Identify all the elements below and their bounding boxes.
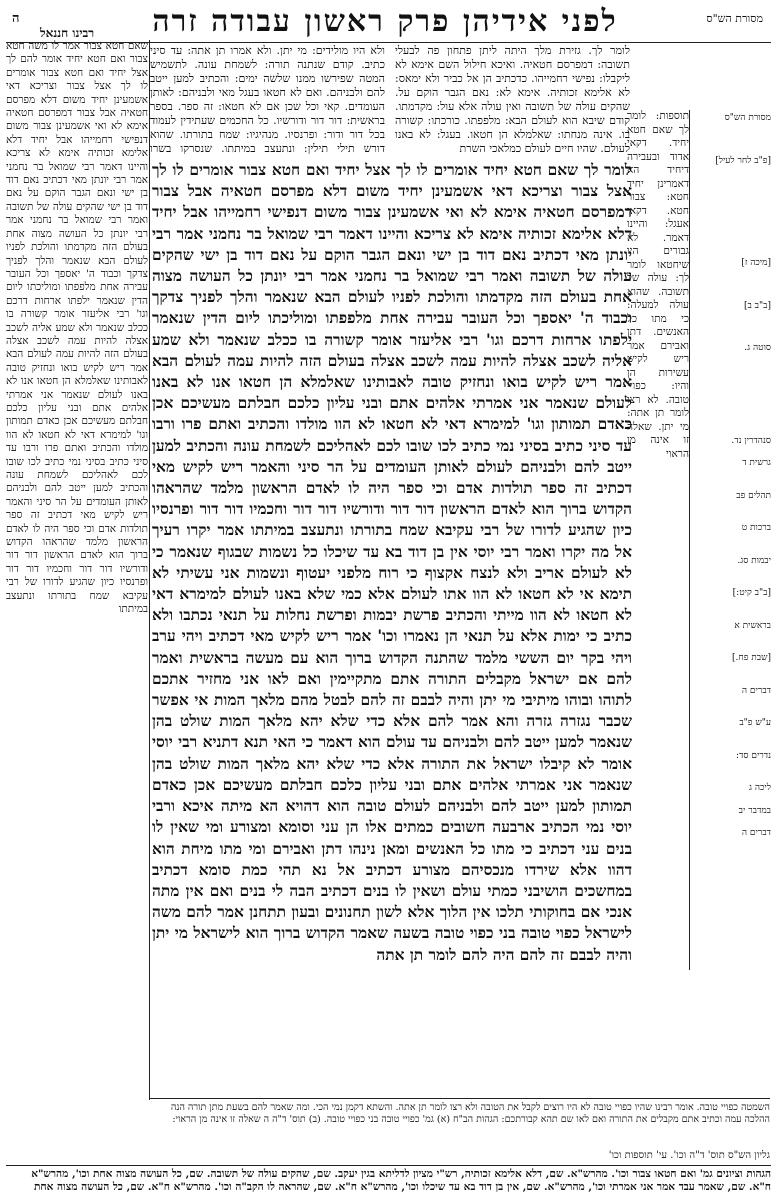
margin-ref: ע"ש פ"ב xyxy=(739,718,771,728)
margin-ref: במדבר יב xyxy=(738,805,771,816)
left-column-divider xyxy=(149,40,150,1100)
masoret-hashas-label: מסורת הש"ס xyxy=(706,12,763,25)
main-gemara-text: לומר לך שאם חטא יחיד אומרים לו לך אצל יחיד ואם חטא צבור אומרים לו לך אצל צבור וצריכא דאי אשמעינן יחיד משום דלא מפרסם חטאיה אבל צבור דמפרסם חטאיה אימא לא ואי אשמעינן צבור משום דנפישי רחמייהו אבל יחיד דלא אלימא זכותיה אימא לא צריכא והיינו דאמר רבי שמואל בר נחמני אמר רבי יונתן מאי דכתיב נאם דוד בן ישי ונאם הגבר הוקם על נאם דוד בן ישי שהקים עולה של תשובה ואמר רבי שמואל בר נחמני אמר רבי יונתן כל העושה מצוה אחת בעולם הזה מקדמתו והולכת לפניו לעולם הבא שנאמר והלך לפניך צדקך וכבוד ה' יאספך וכל העובר עבירה אחת מלפפתו ומוליכתו ליום הדין שנאמר ילפתו ארחות דרכם וגו' רבי אליעזר אומר קשורה בו ככלב שנאמר ולא שמע אליה לשכב אצלה להיות עמה לשכב אצלה בעולם הזה להיות עמה לעולם הבא אמר ריש לקיש בואו ונחזיק טובה לאבותינו שאלמלא הן חטאו אנו לא באנו לעולם שנאמר אני אמרתי אלהים אתם ובני עליון כלכם חבלתם מעשיכם אכן כאדם תמותון וגו' למימרא דאי לא חטאו לא הוו מולדו והכתיב ואתם פרו ורבו עד סיני כתיב בסיני נמי כתיב לכו שובו לכם לאהליכם לשמחת עונה והכתיב למען ייטב להם ולבניהם לעולם לאותן העומדים על הר סיני והאמר ריש לקיש מאי דכתיב זה ספר תולדות אדם וכי ספר היה לו לאדם הראשון מלמד שהראהו הקדוש ברוך הוא לאדם הראשון דור דור ודורשיו דור דור וחכמיו דור דור ופרנסיו כיון שהגיע לדורו של רבי עקיבא שמח בתורתו ונתעצב במיתתו אמר יקרו רעיך אל מה יקרו ואמר רבי יוסי אין בן דוד בא עד שיכלו כל נשמות שבגוף שנאמר כי לא לעולם אריב ולא לנצח אקצוף כי רוח מלפני יעטוף ונשמות אני עשיתי לא תימא אי לא חטאו לא הוו אתו לעולם אלא כמי שלא באנו לעולם למימרא דאי לא חטאו לא הוו מייתי והכתיב פרשת יבמות ופרשת נחלות על תנאי נכתבו ולא כתיב כי ימות אלא על תנאי הן נאמרו וכו' אמר ריש לקיש מאי דכתיב ויהי ערב ויהי בקר יום הששי מלמד שהתנה הקדוש ברוך הוא עם מעשה בראשית ואמר להם אם ישראל מקבלים התורה אתם מתקיימין ואם לאו אני מחזיר אתכם לתוהו ובוהו מיתיבי מי יתן והיה לבבם זה להם לבטל מהם מלאך המות אי אפשר שכבר נגזרה גזרה והא אמר להם אלא כדי שלא יהא מלאך המות שולט בהן שנאמר למען ייטב להם ולבניהם עד עולם הוא דאמר כי האי תנא דתניא רבי יוסי אומר לא קיבלו ישראל את התורה אלא כדי שלא יהא מלאך המות שולט בהן שנאמר אני אמרתי אלהים אתם ובני עליון כלכם חבלתם מעשיכם אכן כאדם תמותון למען ייטב להם ולבניהם לעולם טובה הוא דהויא הא מיתה איכא ורבי יוסי נמי הכתיב ארבעה חשובים כמתים אלו הן עני וסומא ומצורע ומי שאין לו בנים עני דכתיב כי מתו כל האנשים ומאן נינהו דתן ואבירם ומי מתו מיחת הוא דהוו אלא שירדו מנכסיהם מצורע דכתיב אל נא תהי כמת סומא דכתיב במחשכים הושיבני כמתי עולם ושאין לו בנים דכתיב הבה לי בנים ואם אין מתה אנכי אם בחוקותי תלכו אין הלוך אלא לשון תחנונים ובעון תתחנן אמר להם משה לישראל כפוי טובה בני כפוי טובה בשעה שאמר הקדוש ברוך הוא לישראל מי יתן והיה לבבם זה להם היה להם לומר תן אתה xyxy=(152,161,632,964)
left-commentary-heading: רבינו חננאל xyxy=(40,26,95,40)
margin-ref: ברכות ט xyxy=(741,523,771,533)
margin-ref: מסורת הש"ס xyxy=(724,113,771,123)
rashi-top-block xyxy=(150,44,630,156)
margin-ref: סוטה ג. xyxy=(744,343,771,353)
rashi-top-right: לומר לך. גזירת מלך היתה ליתן פתחון פה לבעלי תשובה: דמפרסם חטאיה. ואיכא חילול השם אימא לא ליקבלו: נפישי רחמייהו. כדכתיב הן אל כביר ולא ימאס: לא אלימא זכותיה. אימא לא: נאם הגבר הוקם על. שהקים עולה של תשובה ואין עולה אלא עול: מקדמתו. קודם שיבא הוא לעולם הבא: מלפפתו. כורכתו: קשורה בו. אינה מנחתו: שאלמלא הן חטאו. בעגל: לא באנו לעולם. שהיו חיים לעולם כמלאכי השרת xyxy=(395,44,630,155)
folio-number: ה xyxy=(12,11,20,26)
rashi-top-left: ולא היו מולידים: מי יתן. ולא אמרו תן אתה: עד סיני כתיב. קודם שנתנה תורה: לשמחת עונה. לתשמיש המטה שפירשו ממנו שלשה ימים: והכתיב למען ייטב להם ולבניהם. ואם לא חטאו בעגל מאי ולבניהם: לאותן העומדים. קאי וכל שכן אם לא חטאו: זה ספר. בספר בראשית: דור דור ודורשיו. כל החכמים שעתידין לעמוד בכל דור ודור: ופרנסיו. מנהיגיו: שמח בתורתו. שהוא דורש תילי תילין: ונתעצב במיתתו. שנסרקו בשרו xyxy=(150,44,385,155)
notes-rule xyxy=(150,1098,770,1099)
haggahot-rule xyxy=(6,1165,771,1166)
margin-ref: [ב"ב קיט:] xyxy=(732,588,771,598)
margin-ref: [מיכה ז] xyxy=(741,258,771,268)
margin-ref: סנהדרין נד. xyxy=(731,435,771,446)
margin-ref: דברים ה xyxy=(741,685,771,696)
margin-ref: גרשית ד xyxy=(742,458,771,468)
left-commentary: שאם חטא צבור אמר לו משה חטא צבור ואם חטא יחיד אומר להם לך אצל יחיד ואם חטא צבור אומרים לו לך אצל צבור וצריכא דאי אשמעינן יחיד משום דלא מפרסם חטאיה אבל צבור דמפרסם חטאיה אימא לא ואי אשמעינן צבור משום דנפישי רחמייהו אבל יחיד דלא אלימא זכותיה אימא לא צריכא והיינו דאמר רבי שמואל בר נחמני אמר רבי יונתן מאי דכתיב נאם דוד בן ישי ונאם הגבר הוקם על נאם דוד בן ישי שהקים עולה של תשובה ואמר רבי שמואל בר נחמני אמר רבי יונתן כל העושה מצוה אחת בעולם הזה מקדמתו והולכת לפניו לעולם הבא שנאמר והלך לפניך צדקך וכבוד ה' יאספך וכל העובר עבירה אחת מלפפתו ומוליכתו ליום הדין שנאמר ילפתו ארחות דרכם וגו' רבי אליעזר אומר קשורה בו ככלב שנאמר ולא שמע אליה לשכב אצלה להיות עמה לשכב אצלה בעולם הזה להיות עמה לעולם הבא אמר ריש לקיש בואו ונחזיק טובה לאבותינו שאלמלא הן חטאו אנו לא באנו לעולם שנאמר אני אמרתי אלהים אתם ובני עליון כלכם חבלתם מעשיכם אכן כאדם תמותון וגו' למימרא דאי לא חטאו לא הוו מולדו והכתיב ואתם פרו ורבו עד סיני כתיב בסיני נמי כתיב לכו שובו לכם לאהליכם לשמחת עונה והכתיב למען ייטב להם ולבניהם לאותן העומדים על הר סיני והאמר ריש לקיש מאי דכתיב זה ספר תולדות אדם וכי ספר היה לו לאדם הראשון מלמד שהראהו הקדוש ברוך הוא לאדם הראשון דור דור ודורשיו דור דור וחכמיו דור דור ופרנסיו כיון שהגיע לדורו של רבי עקיבא שמח בתורתו ונתעצב במיתתו xyxy=(6,40,148,616)
haggahot-vetziyunim: הגהות וציונים גמ' ואם חטאו צבור וכו'. מהרש"א. שם, דלא אלימא זכותיה, רש"י מציון לדליתא בגין יעקב. שם, שהקים עולה של תשובה. שם, כל העושה מצוה אחת וכו', מהרש"א ח"א. שם, שאמר עבד אמר אני אמרתי וכו', מהרש"א. שם, אין בן דוד בא עד שיכלו וכו', מהרש"א ח"א. שם, שהראה לו הקב"ה וכו'. מהרש"א ח"א. שם, כל העושה מצוה אחת xyxy=(31,1168,771,1193)
right-margin-references xyxy=(691,110,771,970)
bottom-notes: השמטה כפויי טובה. אומר רבינו שהיו כפויי טובה לא היו רוצים לקבל את הטובה ולא רצו לומר תן אתה. והשתא דקמן נמי הכי. ומה שאמר להם בשעת מתן תורה הנה ההלכה עמה וכתיב אתם מקבלים את התורה ואם לאו שם תהא קבורתכם: הגהות הב"ח (א) גמ' כפויי טובה בני כפויי טובה. (ב) תוס' ד"ה ה שאלה זו אינה מן הראוי: xyxy=(170,1102,770,1125)
gilyon-hashas: גליון הש"ס תוס' ד"ה וכו'. עי' תוספות וכו' xyxy=(608,1150,770,1161)
margin-ref: נדרים סד: xyxy=(736,750,771,761)
margin-ref: בראשית א xyxy=(734,620,771,631)
margin-ref: ליכה ג xyxy=(749,783,771,793)
margin-ref: [פ"ב לחר לעיל] xyxy=(715,155,771,166)
right-column-divider xyxy=(689,110,690,970)
page-title: לפני אידיהן פרק ראשון עבודה זרה xyxy=(152,4,618,39)
margin-ref: יבמות סג. xyxy=(737,555,771,566)
margin-ref: [ב"ב ב] xyxy=(743,300,771,311)
margin-ref: תהלים פב xyxy=(736,490,771,501)
margin-ref: דברים ה xyxy=(741,828,771,838)
margin-ref: [שבת פח.] xyxy=(732,653,771,663)
right-commentary: תוספות: לומר לך שאם חטא יחיד. דקאי אדוד ובעבירה דיחיד הא דאמרינן יחיד חטא: צבור חטא. דקאי אעגל: והיינו דאמר. לא גבורים היו שיחטאו לומר לך: עולה של תשובה. שהוא עולה למעלה: כי מתו כל האנשים. דתן ואבירם אמר ריש לקיש עשירות הן והיו: כפויי טובה. לא רצו לומר תן אתה: מי יתן. שאלה זו אינה מן הראוי xyxy=(627,110,689,460)
